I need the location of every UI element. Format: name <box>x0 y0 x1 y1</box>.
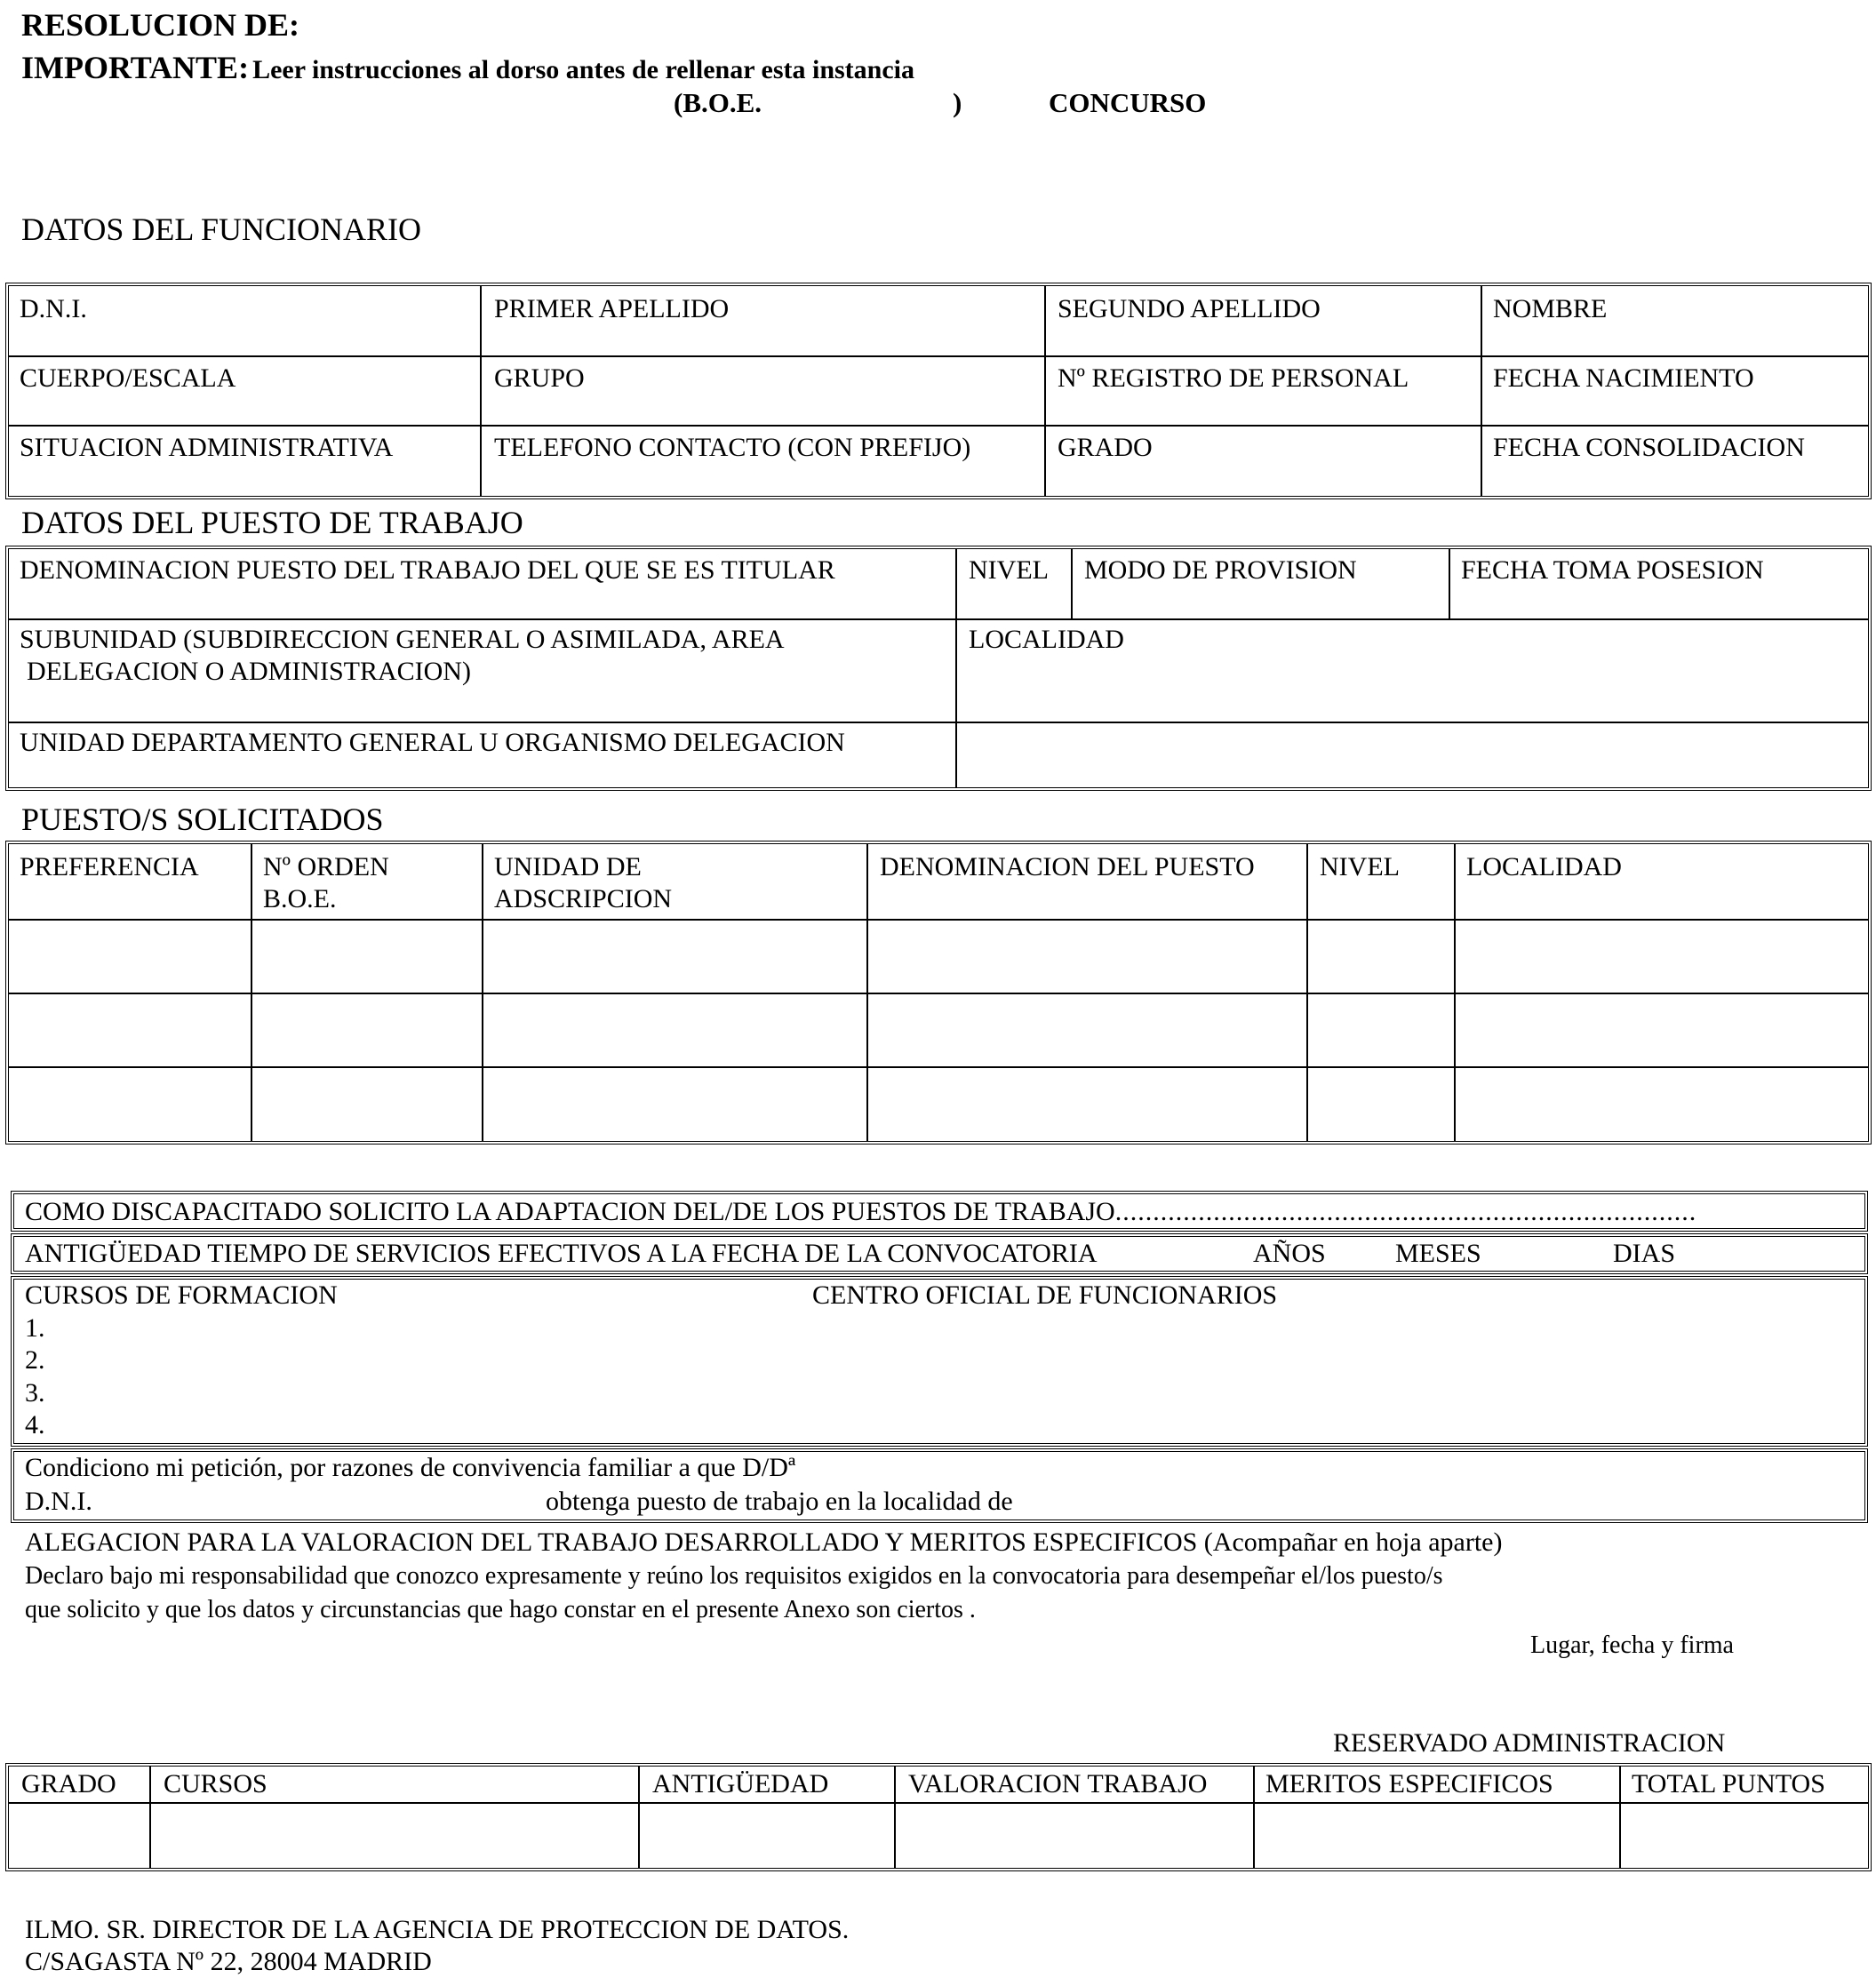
destinatario-line1: ILMO. SR. DIRECTOR DE LA AGENCIA DE PROTECCION DE DATOS. <box>25 1915 850 1944</box>
reservado-col-valoracion: VALORACION TRABAJO <box>908 1769 1208 1799</box>
reservado-title: RESERVADO ADMINISTRACION <box>1333 1728 1726 1758</box>
reservado-col-meritos: MERITOS ESPECIFICOS <box>1265 1769 1553 1799</box>
grado-field[interactable]: GRADO <box>1058 433 1153 462</box>
curso-item-3: 3. <box>25 1378 45 1408</box>
col-preferencia: PREFERENCIA <box>20 852 199 881</box>
obtenga-puesto-text: obtenga puesto de trabajo en la localidad de <box>546 1487 1013 1516</box>
fecha-toma-posesion-field[interactable]: FECHA TOMA POSESION <box>1461 555 1764 585</box>
reservado-col-antiguedad: ANTIGÜEDAD <box>652 1769 829 1799</box>
col-denominacion-puesto: DENOMINACION DEL PUESTO <box>880 852 1255 881</box>
registro-personal-field[interactable]: Nº REGISTRO DE PERSONAL <box>1058 363 1409 393</box>
solicitado-row-1[interactable] <box>9 921 1868 992</box>
subunidad-field[interactable]: SUBUNIDAD (SUBDIRECCION GENERAL O ASIMILADA, AREA <box>20 625 785 654</box>
solicitados-title: PUESTO/S SOLICITADOS <box>21 802 384 837</box>
importante-text: Leer instrucciones al dorso antes de rellenar esta instancia <box>252 55 915 84</box>
nivel-field[interactable]: NIVEL <box>969 555 1049 585</box>
reservado-col-grado: GRADO <box>21 1769 116 1799</box>
primer-apellido-field[interactable]: PRIMER APELLIDO <box>494 294 730 323</box>
condiciono-dni-label: D.N.I. <box>25 1487 92 1516</box>
subunidad-field-line2: DELEGACION O ADMINISTRACION) <box>27 657 471 686</box>
fecha-consolidacion-field[interactable]: FECHA CONSOLIDACION <box>1493 433 1805 462</box>
telefono-contacto-field[interactable]: TELEFONO CONTACTO (CON PREFIJO) <box>494 433 971 462</box>
importante-line <box>21 50 914 92</box>
col-orden-boe-line2: B.O.E. <box>263 884 337 913</box>
solicitado-row-2[interactable] <box>9 994 1868 1065</box>
unidad-departamento-field[interactable]: UNIDAD DEPARTAMENTO GENERAL U ORGANISMO DELEGACION <box>20 728 845 757</box>
anos-label: AÑOS <box>1253 1239 1326 1268</box>
declaro-line2: que solicito y que los datos y circunstancias que hago constar en el presente Anexo son ciertos . <box>25 1596 976 1623</box>
alegacion-text: ALEGACION PARA LA VALORACION DEL TRABAJO DESARROLLADO Y MERITOS ESPECIFICOS (Acompañar en hoja aparte) <box>25 1527 1503 1557</box>
curso-item-4: 4. <box>25 1410 45 1440</box>
curso-item-1: 1. <box>25 1313 45 1343</box>
antiguedad-text: ANTIGÜEDAD TIEMPO DE SERVICIOS EFECTIVOS A LA FECHA DE LA CONVOCATORIA <box>25 1239 1098 1268</box>
localidad-actual-field[interactable]: LOCALIDAD <box>969 625 1124 654</box>
resolucion-label: RESOLUCION DE: <box>21 7 300 43</box>
meses-label: MESES <box>1395 1239 1481 1268</box>
destinatario-line2: C/SAGASTA Nº 22, 28004 MADRID <box>25 1947 432 1976</box>
cuerpo-escala-field[interactable]: CUERPO/ESCALA <box>20 363 236 393</box>
denominacion-puesto-field[interactable]: DENOMINACION PUESTO DEL TRABAJO DEL QUE SE ES TITULAR <box>20 555 835 585</box>
puesto-trabajo-title: DATOS DEL PUESTO DE TRABAJO <box>21 505 523 540</box>
col-orden-boe: Nº ORDEN <box>263 852 389 881</box>
fecha-nacimiento-field[interactable]: FECHA NACIMIENTO <box>1493 363 1754 393</box>
col-unidad-adscripcion-line2: ADSCRIPCION <box>494 884 673 913</box>
boe-open: (B.O.E. <box>674 87 762 118</box>
col-nivel: NIVEL <box>1320 852 1400 881</box>
nombre-field[interactable]: NOMBRE <box>1493 294 1608 323</box>
modo-provision-field[interactable]: MODO DE PROVISION <box>1084 555 1357 585</box>
solicitado-row-3[interactable] <box>9 1068 1868 1141</box>
col-localidad: LOCALIDAD <box>1466 852 1622 881</box>
boe-close: ) <box>953 87 962 118</box>
declaro-line1: Declaro bajo mi responsabilidad que conozco expresamente y reúno los requisitos exigidos en la convocatoria para desempeñar el/los puesto/s <box>25 1562 1443 1590</box>
funcionario-title: DATOS DEL FUNCIONARIO <box>21 211 422 247</box>
dni-field[interactable]: D.N.I. <box>20 294 87 323</box>
centro-oficial-label: CENTRO OFICIAL DE FUNCIONARIOS <box>812 1280 1278 1310</box>
cursos-formacion-label: CURSOS DE FORMACION <box>25 1280 338 1310</box>
concurso-label: CONCURSO <box>1049 87 1207 118</box>
segundo-apellido-field[interactable]: SEGUNDO APELLIDO <box>1058 294 1321 323</box>
lugar-fecha-firma: Lugar, fecha y firma <box>1530 1631 1734 1659</box>
col-unidad-adscripcion: UNIDAD DE <box>494 852 642 881</box>
situacion-administrativa-field[interactable]: SITUACION ADMINISTRATIVA <box>20 433 394 462</box>
reservado-col-total: TOTAL PUNTOS <box>1632 1769 1825 1799</box>
dias-label: DIAS <box>1613 1239 1676 1268</box>
condiciono-text: Condiciono mi petición, por razones de convivencia familiar a que D/Dª <box>25 1453 796 1482</box>
discapacitado-text: COMO DISCAPACITADO SOLICITO LA ADAPTACION DEL/DE LOS PUESTOS DE TRABAJO............................................................................. <box>25 1197 1697 1226</box>
importante-label: IMPORTANTE: <box>21 50 250 85</box>
curso-item-2: 2. <box>25 1345 45 1375</box>
reservado-col-cursos: CURSOS <box>164 1769 267 1799</box>
grupo-field[interactable]: GRUPO <box>494 363 585 393</box>
